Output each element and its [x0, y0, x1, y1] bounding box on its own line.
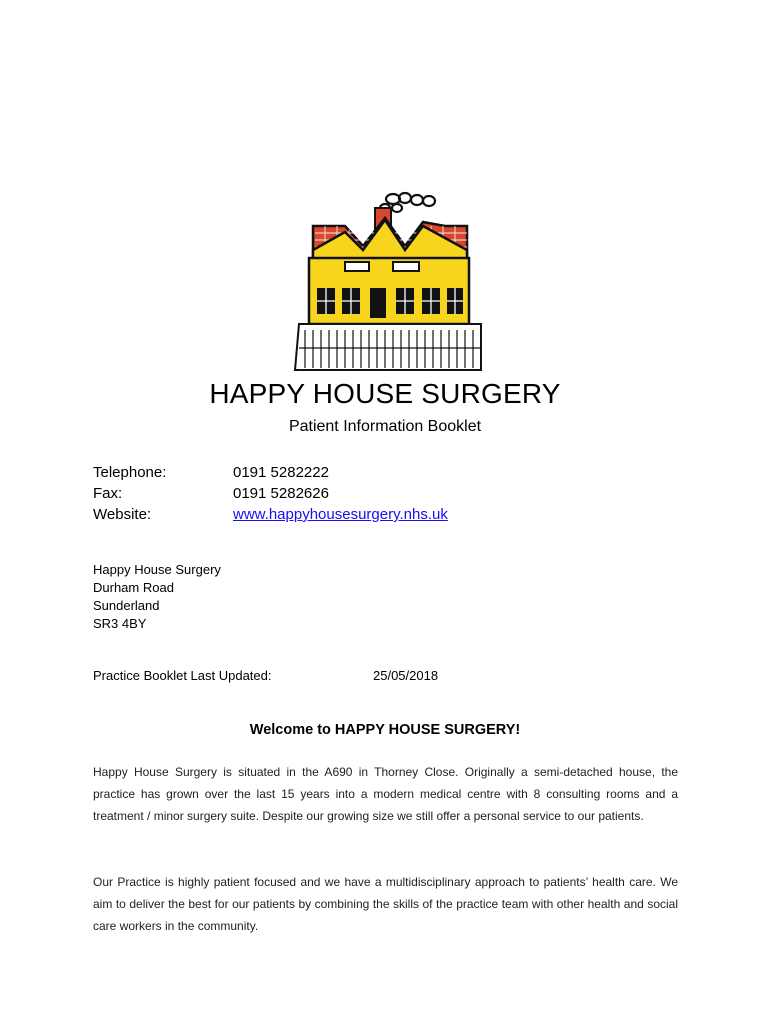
address-line: SR3 4BY [93, 616, 147, 631]
welcome-heading: Welcome to HAPPY HOUSE SURGERY! [249, 722, 521, 738]
website-label: Website: [93, 506, 152, 523]
address-line: Sunderland [93, 598, 160, 613]
last-updated-label: Practice Booklet Last Updated: [93, 668, 272, 683]
postal-address [93, 561, 221, 633]
website-link[interactable]: www.happyhousesurgery.nhs.uk [233, 506, 448, 523]
page-title: HAPPY HOUSE SURGERY [209, 378, 561, 409]
page-subtitle: Patient Information Booklet [288, 418, 482, 435]
address-line: Durham Road [93, 580, 174, 595]
last-updated-value: 25/05/2018 [373, 668, 439, 683]
fax-label: Fax: [93, 485, 123, 502]
welcome-paragraph-2: Our Practice is highly patient focused and we have a multidisciplinary approach to patients’ health care. We aim to deliver the best for our patients by combining the skills of the practice team with other health and social care workers in the community. [93, 875, 678, 933]
welcome-paragraph-1: Happy House Surgery is situated in the A690 in Thorney Close. Originally a semi-detached house, the practice has grown over the last 15 years into a modern medical centre with 8 consulting rooms and a treatment / minor surgery suite. Despite our growing size we still offer a personal service to our patients. [93, 765, 678, 823]
fax-value: 0191 5282626 [233, 485, 329, 502]
last-updated [93, 668, 493, 683]
address-line: Happy House Surgery [93, 562, 221, 577]
house-drawing-icon [285, 188, 490, 373]
telephone-label: Telephone: [93, 464, 167, 481]
telephone-value: 0191 5282222 [233, 464, 329, 481]
garden-base [295, 324, 481, 370]
